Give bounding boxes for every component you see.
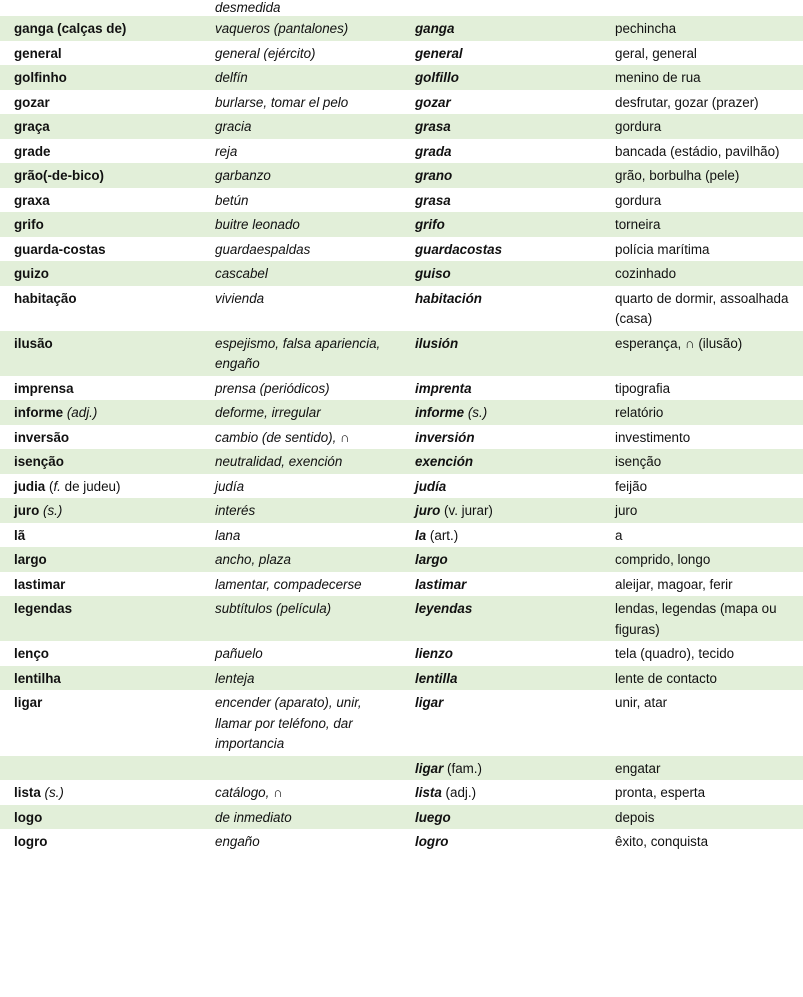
spanish-translation xyxy=(201,756,401,781)
portuguese-meaning: lendas, legendas (mapa ou figuras) xyxy=(601,596,803,641)
portuguese-word: logro xyxy=(14,834,48,849)
table-row xyxy=(0,163,803,188)
spanish-translation: vaqueros (pantalones) xyxy=(201,16,401,41)
spanish-word: imprenta xyxy=(415,380,472,396)
table-row xyxy=(0,41,803,66)
spanish-translation: de inmediato xyxy=(201,805,401,830)
spanish-translation: reja xyxy=(215,143,238,159)
table-row xyxy=(0,547,803,572)
spanish-word: habitación xyxy=(415,290,482,306)
spanish-word xyxy=(401,400,601,425)
table-row xyxy=(0,523,803,548)
portuguese-meaning: investimento xyxy=(615,429,691,445)
table-row xyxy=(0,114,803,139)
spanish-word: lienzo xyxy=(415,646,453,661)
grammar-note: (s.) xyxy=(43,503,63,518)
spanish-translation: ancho, plaza xyxy=(201,547,401,572)
word-text: judia xyxy=(14,478,46,494)
portuguese-meaning: pechincha xyxy=(601,16,803,41)
table-row xyxy=(0,449,803,474)
portuguese-word: golfinho xyxy=(0,65,201,90)
portuguese-meaning: menino de rua xyxy=(601,65,803,90)
spanish-word xyxy=(401,756,601,781)
spanish-word: logro xyxy=(415,834,449,849)
grammar-note-rest: de judeu) xyxy=(60,478,121,494)
spanish-word: exención xyxy=(401,449,601,474)
table-row xyxy=(0,572,803,597)
portuguese-word: ligar xyxy=(14,695,43,710)
grammar-note: (v. jurar) xyxy=(444,503,493,518)
table-row xyxy=(0,376,803,401)
spanish-word: general xyxy=(415,45,463,61)
table-row xyxy=(0,474,803,499)
word-text: lista xyxy=(14,785,41,800)
portuguese-meaning: quarto de dormir, assoalhada (casa) xyxy=(615,290,789,326)
table-row xyxy=(0,641,803,666)
portuguese-word: gozar xyxy=(14,94,50,110)
grammar-note: (art.) xyxy=(429,527,459,543)
spanish-word: ligar xyxy=(415,695,444,710)
portuguese-meaning: lente de contacto xyxy=(601,666,803,691)
portuguese-word: isenção xyxy=(0,449,201,474)
portuguese-word xyxy=(0,498,201,523)
spanish-word: leyendas xyxy=(401,596,601,641)
spanish-translation: engaño xyxy=(215,834,260,849)
spanish-word: largo xyxy=(401,547,601,572)
spanish-word: grifo xyxy=(401,212,601,237)
portuguese-word: lentilha xyxy=(0,666,201,691)
spanish-word: guiso xyxy=(401,261,601,286)
spanish-translation: desmedida xyxy=(215,0,281,15)
spanish-word: grada xyxy=(415,143,452,159)
portuguese-word: guizo xyxy=(0,261,201,286)
spanish-word: ganga xyxy=(401,16,601,41)
portuguese-meaning: gordura xyxy=(615,192,662,208)
portuguese-word: largo xyxy=(0,547,201,572)
grammar-note: (adj.) xyxy=(66,405,98,420)
portuguese-word: ilusão xyxy=(0,331,201,376)
spanish-translation: catálogo, ∩ xyxy=(215,785,283,800)
portuguese-word xyxy=(0,756,201,781)
table-row xyxy=(0,212,803,237)
spanish-word: luego xyxy=(401,805,601,830)
portuguese-word: general xyxy=(14,45,62,61)
portuguese-word: inversão xyxy=(14,429,70,445)
table-row xyxy=(0,756,803,781)
spanish-word: golfillo xyxy=(401,65,601,90)
spanish-translation: cambio (de sentido), ∩ xyxy=(215,429,350,445)
spanish-word: lastimar xyxy=(415,576,467,592)
spanish-word xyxy=(401,0,601,16)
portuguese-meaning: gordura xyxy=(601,114,803,139)
portuguese-word xyxy=(0,0,201,16)
spanish-translation: general (ejército) xyxy=(215,45,316,61)
grammar-note: (s.) xyxy=(44,785,64,800)
spanish-translation: espejismo, falsa apariencia, engaño xyxy=(201,331,401,376)
spanish-translation: neutralidad, exención xyxy=(201,449,401,474)
portuguese-meaning: bancada (estádio, pavilhão) xyxy=(615,143,780,159)
portuguese-word xyxy=(0,474,201,499)
portuguese-word: lenço xyxy=(14,646,49,661)
word-text: ligar xyxy=(415,760,444,776)
grammar-note-abbrev: f. xyxy=(53,478,61,494)
spanish-translation: judía xyxy=(215,478,245,494)
word-text: juro xyxy=(415,503,441,518)
portuguese-word: grifo xyxy=(0,212,201,237)
portuguese-meaning: polícia marítima xyxy=(615,241,710,257)
table-row xyxy=(0,286,803,331)
spanish-word: grano xyxy=(401,163,601,188)
table-row xyxy=(0,596,803,641)
spanish-translation: vivienda xyxy=(215,290,265,306)
spanish-translation: betún xyxy=(215,192,249,208)
spanish-translation: pañuelo xyxy=(215,646,263,661)
word-text: informe xyxy=(14,405,64,420)
portuguese-word: imprensa xyxy=(14,380,74,396)
portuguese-meaning: relatório xyxy=(601,400,803,425)
word-text: lista xyxy=(415,785,442,800)
spanish-word xyxy=(401,498,601,523)
table-row xyxy=(0,425,803,450)
table-row xyxy=(0,90,803,115)
spanish-translation: buitre leonado xyxy=(201,212,401,237)
portuguese-word: guarda-costas xyxy=(14,241,106,257)
table-row xyxy=(0,400,803,425)
word-text: juro xyxy=(14,503,40,518)
spanish-word: guardacostas xyxy=(415,241,503,257)
table-row xyxy=(0,237,803,262)
spanish-translation: cascabel xyxy=(201,261,401,286)
spanish-translation: lana xyxy=(215,527,241,543)
table-row xyxy=(0,829,803,854)
table-row xyxy=(0,666,803,691)
word-text: la xyxy=(415,527,427,543)
spanish-translation: garbanzo xyxy=(201,163,401,188)
table-row xyxy=(0,139,803,164)
portuguese-meaning: desfrutar, gozar (prazer) xyxy=(615,94,759,110)
portuguese-meaning: depois xyxy=(601,805,803,830)
portuguese-meaning xyxy=(601,0,803,16)
portuguese-word: grade xyxy=(14,143,51,159)
table-row xyxy=(0,805,803,830)
spanish-word: gozar xyxy=(415,94,451,110)
portuguese-word: lastimar xyxy=(14,576,66,592)
spanish-translation: deforme, irregular xyxy=(201,400,401,425)
portuguese-meaning: unir, atar xyxy=(615,695,668,710)
portuguese-meaning: tela (quadro), tecido xyxy=(615,646,735,661)
spanish-translation: lenteja xyxy=(201,666,401,691)
grammar-note: (adj.) xyxy=(445,785,477,800)
portuguese-word: graxa xyxy=(14,192,50,208)
portuguese-meaning: êxito, conquista xyxy=(615,834,709,849)
word-text: informe xyxy=(415,405,465,420)
spanish-translation: prensa (periódicos) xyxy=(215,380,330,396)
portuguese-word: logo xyxy=(0,805,201,830)
portuguese-meaning: engatar xyxy=(601,756,803,781)
portuguese-meaning: tipografia xyxy=(615,380,671,396)
portuguese-meaning: juro xyxy=(601,498,803,523)
portuguese-meaning: feijão xyxy=(615,478,648,494)
portuguese-meaning: comprido, longo xyxy=(601,547,803,572)
spanish-translation: encender (aparato), unir, llamar por teléfono, dar importancia xyxy=(215,695,362,751)
table-row xyxy=(0,331,803,376)
portuguese-meaning: aleijar, magoar, ferir xyxy=(615,576,733,592)
spanish-translation: subtítulos (película) xyxy=(201,596,401,641)
spanish-word: inversión xyxy=(415,429,475,445)
table-row xyxy=(0,780,803,805)
portuguese-word: legendas xyxy=(0,596,201,641)
portuguese-meaning: esperança, ∩ (ilusão) xyxy=(601,331,803,376)
table-row xyxy=(0,498,803,523)
spanish-translation: lamentar, compadecerse xyxy=(215,576,362,592)
portuguese-meaning: grão, borbulha (pele) xyxy=(601,163,803,188)
spanish-word: ilusión xyxy=(401,331,601,376)
spanish-translation: burlarse, tomar el pelo xyxy=(215,94,349,110)
spanish-word: grasa xyxy=(401,114,601,139)
portuguese-word xyxy=(0,400,201,425)
portuguese-meaning: isenção xyxy=(601,449,803,474)
spanish-word: grasa xyxy=(415,192,451,208)
table-row xyxy=(0,0,803,16)
table-row xyxy=(0,16,803,41)
grammar-note: (fam.) xyxy=(447,760,482,776)
table-row xyxy=(0,65,803,90)
portuguese-word: habitação xyxy=(14,290,77,306)
spanish-translation: delfín xyxy=(201,65,401,90)
portuguese-meaning: pronta, esperta xyxy=(615,785,706,800)
portuguese-word: ganga (calças de) xyxy=(0,16,201,41)
portuguese-word: lã xyxy=(14,527,26,543)
portuguese-meaning: a xyxy=(615,527,623,543)
spanish-translation: guardaespaldas xyxy=(215,241,311,257)
table-row xyxy=(0,690,803,756)
portuguese-word xyxy=(0,780,201,805)
spanish-translation: interés xyxy=(201,498,401,523)
table-row xyxy=(0,261,803,286)
spanish-word xyxy=(401,523,601,548)
portuguese-word: graça xyxy=(0,114,201,139)
spanish-word xyxy=(401,780,601,805)
portuguese-meaning: torneira xyxy=(601,212,803,237)
portuguese-word: grão(-de-bico) xyxy=(0,163,201,188)
spanish-word: lentilla xyxy=(401,666,601,691)
portuguese-meaning: cozinhado xyxy=(601,261,803,286)
table-row xyxy=(0,188,803,213)
grammar-note-open: ( xyxy=(48,478,54,494)
spanish-translation: gracia xyxy=(201,114,401,139)
spanish-word: judía xyxy=(415,478,447,494)
portuguese-meaning: geral, general xyxy=(615,45,697,61)
grammar-note: (s.) xyxy=(467,405,488,420)
